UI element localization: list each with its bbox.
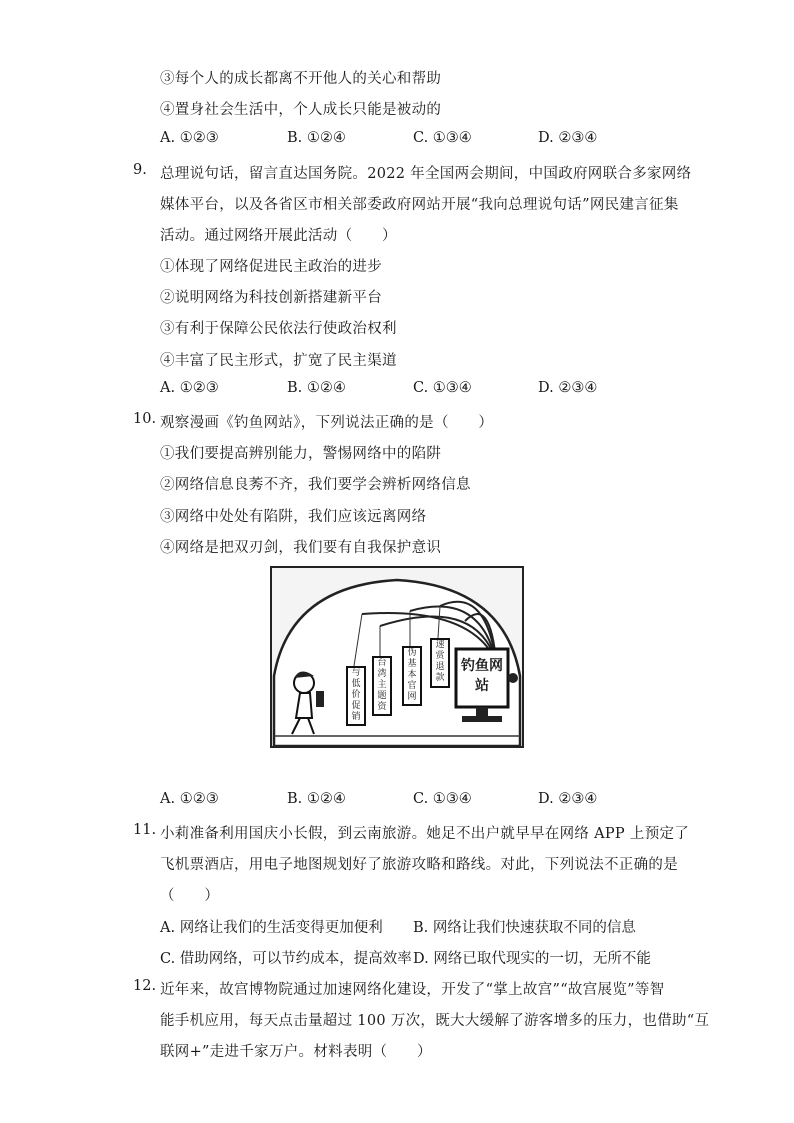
q11-stem-line-3: （ ） (160, 888, 220, 904)
q8-statement-3: ③每个人的成长都离不开他人的关心和帮助 (160, 71, 442, 87)
q8-option-a: A. ①②③ (160, 130, 219, 146)
q9-statement-4: ④丰富了民主形式，扩宽了民主渠道 (160, 353, 397, 369)
q8-statement-4: ④置身社会生活中，个人成长只能是被动的 (160, 102, 442, 118)
q9-stem-line-2: 媒体平台，以及各省区市相关部委政府网站开展“我向总理说句话”网民建言征集 (160, 197, 679, 213)
monitor-hand (508, 673, 518, 683)
cartoon-tag: 与低价促销 (346, 666, 366, 726)
q11-option-b: B. 网络让我们快速获取不同的信息 (413, 920, 636, 936)
q9-statement-2: ②说明网络为科技创新搭建新平台 (160, 290, 382, 306)
q10-stem-line-1: 观察漫画《钓鱼网站》，下列说法正确的是（ ） (160, 415, 494, 431)
cartoon-tag: 台湾主题资 (372, 656, 392, 716)
q11-option-a: A. 网络让我们的生活变得更加便利 (160, 920, 383, 936)
cartoon-tag: 伪基本官网 (402, 646, 422, 706)
q10-statement-4: ④网络是把双刃剑，我们要有自我保护意识 (160, 540, 442, 556)
q8-option-d: D. ②③④ (538, 130, 598, 146)
q8-option-b: B. ①②④ (287, 130, 346, 146)
q11-option-d: D. 网络已取代现实的一切，无所不能 (413, 951, 651, 967)
q9-option-a: A. ①②③ (160, 380, 219, 396)
cartoon-screen-label: 钓鱼网站 (461, 658, 503, 694)
q11-number: 11. (133, 822, 157, 838)
q11-stem-line-2: 飞机票酒店，用电子地图规划好了旅游攻略和路线。对此，下列说法不正确的是 (160, 857, 678, 873)
q9-option-d: D. ②③④ (538, 380, 598, 396)
phishing-site-cartoon (270, 566, 524, 748)
q9-statement-3: ③有利于保障公民依法行使政治权利 (160, 321, 397, 337)
monitor-base (462, 716, 502, 722)
q10-statement-2: ②网络信息良莠不齐，我们要学会辨析网络信息 (160, 477, 471, 493)
q9-option-b: B. ①②④ (287, 380, 346, 396)
q12-stem-line-1: 近年来，故宫博物院通过加速网络化建设，开发了“掌上故宫”“故宫展览”等智 (160, 982, 665, 998)
q9-statement-1: ①体现了网络促进民主政治的进步 (160, 259, 382, 275)
q10-option-b: B. ①②④ (287, 791, 346, 807)
q9-stem-line-3: 活动。通过网络开展此活动（ ） (160, 228, 397, 244)
q12-number: 12. (133, 978, 157, 994)
person-phone (316, 691, 324, 707)
q9-stem-line-1: 总理说句话，留言直达国务院。2022 年全国两会期间，中国政府网联合多家网络 (160, 166, 692, 182)
cartoon-tag: 速赏退款 (430, 638, 450, 688)
q10-statement-1: ①我们要提高辨别能力，警惕网络中的陷阱 (160, 446, 442, 462)
q12-stem-line-3: 联网+”走进千家万户。材料表明（ ） (160, 1044, 432, 1060)
q9-option-c: C. ①③④ (413, 380, 472, 396)
q10-statement-3: ③网络中处处有陷阱，我们应该远离网络 (160, 509, 427, 525)
q11-stem-line-1: 小莉准备利用国庆小长假，到云南旅游。她足不出户就早早在网络 APP 上预定了 (160, 826, 690, 842)
person-body (296, 693, 312, 718)
q10-option-a: A. ①②③ (160, 791, 219, 807)
q8-option-c: C. ①③④ (413, 130, 472, 146)
q12-stem-line-2: 能手机应用，每天点击量超过 100 万次，既大大缓解了游客增多的压力，也借助“互 (160, 1013, 710, 1029)
q10-number: 10. (133, 411, 157, 427)
monitor-neck (476, 707, 488, 717)
q11-option-c: C. 借助网络，可以节约成本，提高效率 (160, 951, 412, 967)
q9-number: 9. (133, 162, 147, 178)
q10-option-d: D. ②③④ (538, 791, 598, 807)
q10-option-c: C. ①③④ (413, 791, 472, 807)
